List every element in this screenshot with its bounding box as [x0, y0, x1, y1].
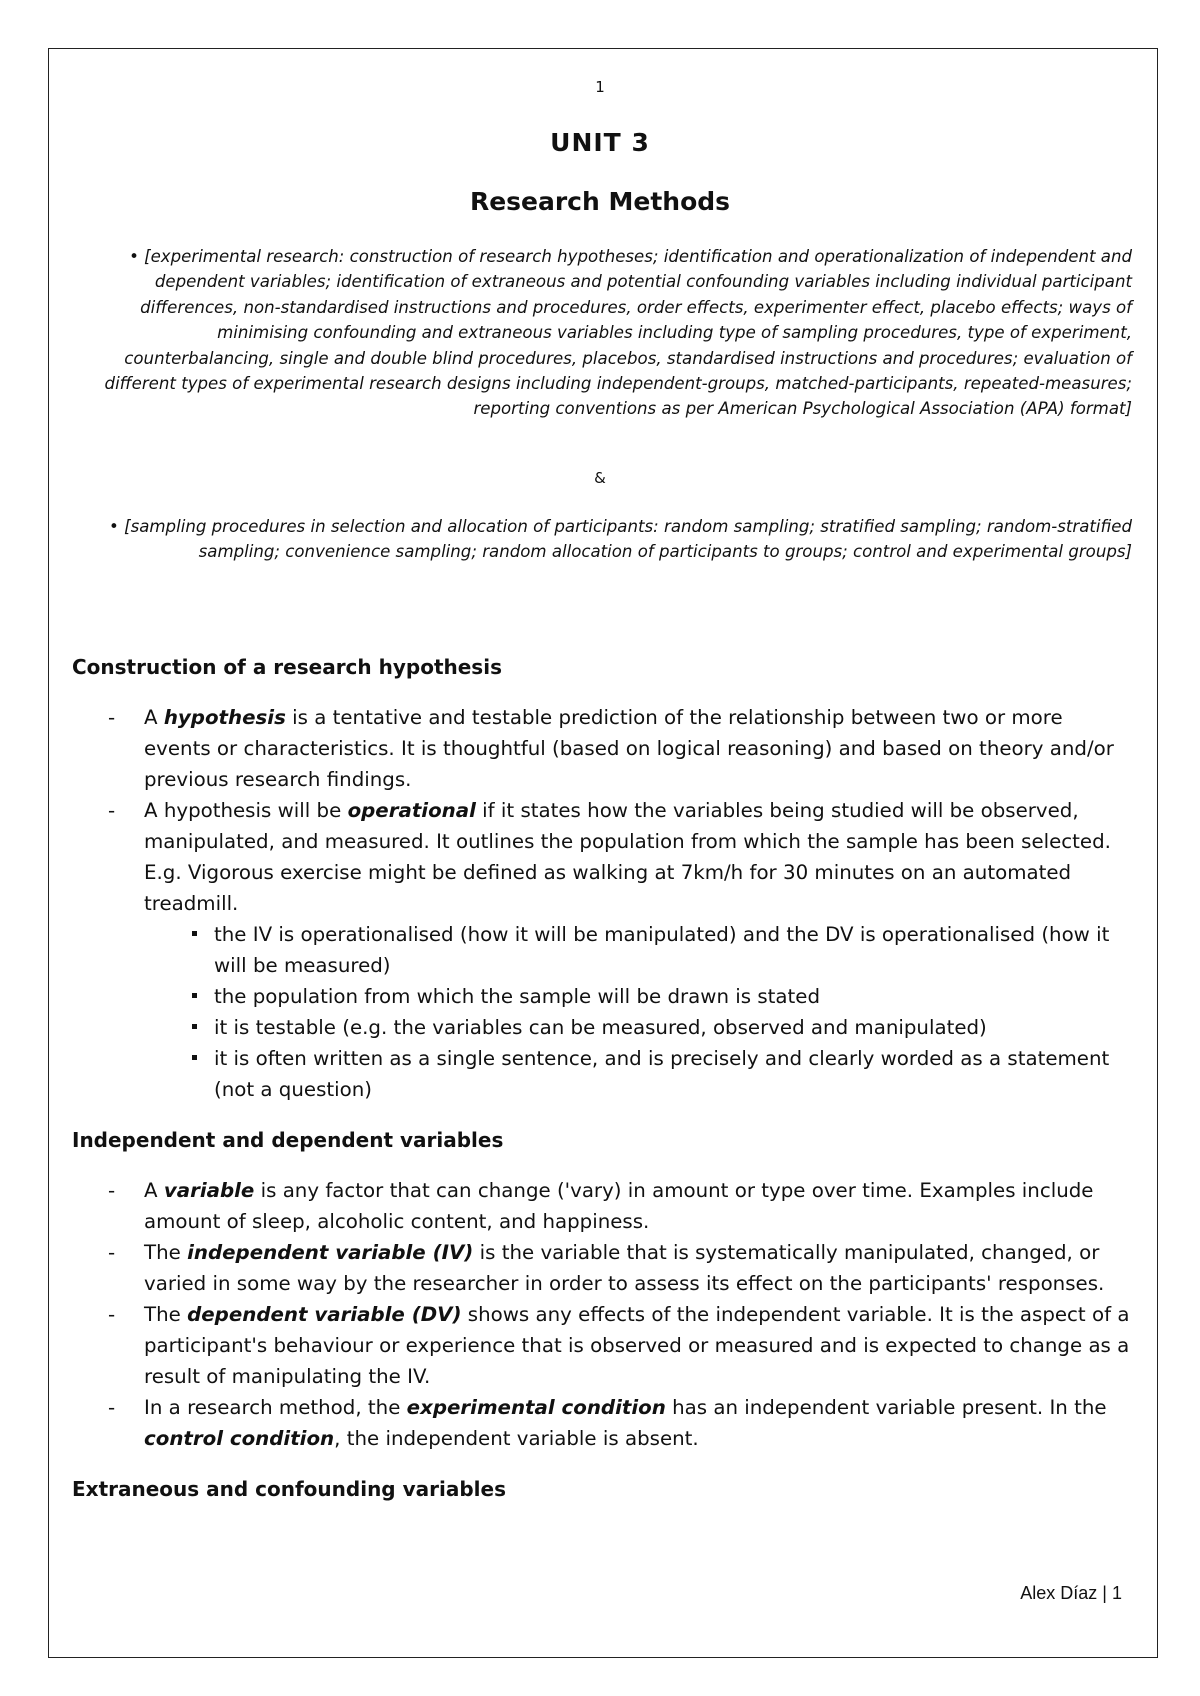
text: is a tentative and testable prediction of the relationship between two or more events or characteristics. It is thoughtful (based on logical reasoning) and based on theory and/or previous research findings.	[144, 706, 1114, 791]
text: A hypothesis will be	[144, 799, 348, 822]
main-content	[72, 652, 1132, 1524]
hypothesis-list	[72, 702, 1132, 1105]
study-design-scope-2: • [sampling procedures in selection and allocation of participants: random sampling; stratified sampling; random-stratified sampling; convenience sampling; random allocation of participants to groups; control and experimental groups]	[109, 517, 1132, 562]
square-bullet-icon	[192, 1055, 197, 1060]
term-dependent-variable: dependent variable (DV)	[187, 1303, 462, 1326]
list-item	[72, 795, 1132, 1105]
term-variable: variable	[163, 1179, 255, 1202]
text: The	[144, 1303, 188, 1326]
list-item	[72, 1237, 1132, 1299]
text: has an independent variable present. In the	[665, 1396, 1107, 1419]
text: In a research method, the	[144, 1396, 407, 1419]
list-item	[72, 1299, 1132, 1392]
page-title: Research Methods	[469, 187, 731, 216]
heading-variables: Independent and dependent variables	[72, 1128, 504, 1152]
square-bullet-icon	[192, 993, 197, 998]
variables-list	[72, 1175, 1132, 1454]
text: the IV is operationalised (how it will be manipulated) and the DV is operationalised (how it will be measured)	[214, 923, 1110, 977]
text: is any factor that can change ('vary) in amount or type over time. Examples include amount of sleep, alcoholic content, and happiness.	[144, 1179, 1094, 1233]
text: the population from which the sample will be drawn is stated	[214, 985, 821, 1008]
list-item	[144, 1043, 1132, 1105]
term-operational: operational	[347, 799, 476, 822]
footer-author-page: Alex Díaz | 1	[1020, 1583, 1122, 1603]
ampersand: &	[594, 469, 606, 487]
square-bullet-icon	[192, 931, 197, 936]
term-control-condition: control condition	[144, 1427, 335, 1450]
list-item	[144, 1012, 1132, 1043]
text: A	[144, 706, 164, 729]
page-number-top: 1	[595, 78, 605, 96]
unit-title: UNIT 3	[550, 128, 650, 157]
text: shows any effects of the independent variable. It is the aspect of a participant's behaviour or experience that is observed or measured and is expected to change as a result of manipulating the IV.	[144, 1303, 1130, 1388]
heading-extraneous-variables: Extraneous and confounding variables	[72, 1477, 506, 1501]
text: , the independent variable is absent.	[334, 1427, 699, 1450]
text: if it states how the variables being studied will be observed, manipulated, and measured. It outlines the population from which the sample has been selected. E.g. Vigorous exercise might be defined as walking at 7km/h for 30 minutes on an automated treadmill.	[144, 799, 1111, 915]
heading-research-hypothesis: Construction of a research hypothesis	[72, 655, 502, 679]
text: it is often written as a single sentence, and is precisely and clearly worded as a statement (not a question)	[214, 1047, 1110, 1101]
text: A	[144, 1179, 164, 1202]
text: it is testable (e.g. the variables can be measured, observed and manipulated)	[214, 1016, 987, 1039]
text: is the variable that is systematically manipulated, changed, or varied in some way by the researcher in order to assess its effect on the participants' responses.	[144, 1241, 1105, 1295]
text: The	[144, 1241, 188, 1264]
term-hypothesis: hypothesis	[163, 706, 286, 729]
study-design-scope-1: • [experimental research: construction of research hypotheses; identification and operationalization of independent and dependent variables; identification of extraneous and potential confounding variables including individual participant differences, non-standardised instructions and procedures, order effects, experimenter effect, placebo effects; ways of minimising confounding and extraneous variables including type of sampling procedures, type of experiment, counterbalancing, single and double blind procedures, placebos, standardised instructions and procedures; evaluation of different types of experimental research designs including independent-groups, matched-participants, repeated-measures; reporting conventions as per American Psychological Association (APA) format]	[104, 247, 1132, 419]
list-item	[144, 981, 1132, 1012]
list-item	[144, 919, 1132, 981]
term-independent-variable: independent variable (IV)	[187, 1241, 474, 1264]
list-item	[72, 1392, 1132, 1454]
list-item	[72, 702, 1132, 795]
term-experimental-condition: experimental condition	[406, 1396, 666, 1419]
square-bullet-icon	[192, 1024, 197, 1029]
list-item	[72, 1175, 1132, 1237]
operational-criteria-list	[144, 919, 1132, 1105]
